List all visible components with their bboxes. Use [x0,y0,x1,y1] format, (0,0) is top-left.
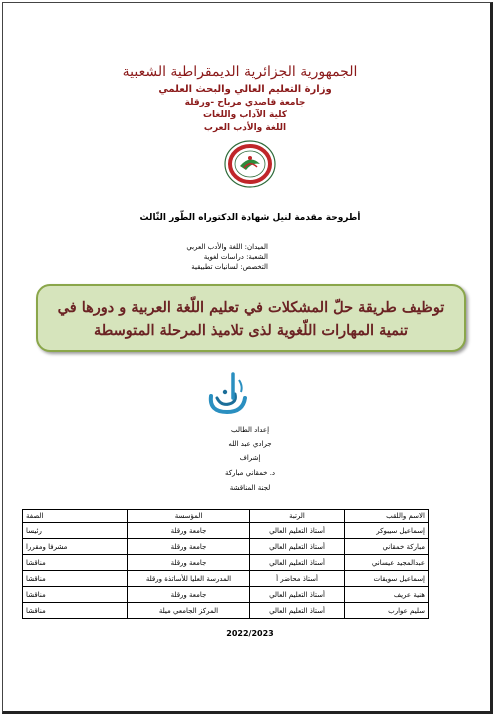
title-line-1: توظيف طريقة حلّ المشكلات في تعليم اللّغة العربية و دورها في [57,299,445,316]
header-institution: المؤسسة [128,510,250,523]
member-institution: جامعة ورقلة [128,539,250,555]
thesis-type: أطروحة مقدمة لنيل شهادة الدكتوراه الطّور الثّالث [139,213,361,223]
member-institution: جامعة ورقلة [128,523,250,539]
field-specialty: التخصص: لسانيات تطبيقية [191,263,268,271]
member-role: مناقشا [23,555,128,571]
member-institution: المدرسة العليا للأساتذة ورقلة [128,571,250,587]
university-heading: جامعة قاصدي مرباح -ورقلة [184,98,306,108]
prepared-by-label: إعداد الطالب [230,426,270,434]
member-institution: جامعة ورقلة [128,587,250,603]
ministry-heading: وزارة التعليم العالي والبحث العلمي [158,84,332,95]
member-rank: أستاذ التعليم العالي [250,523,345,539]
field-domain: الميدان: اللغة والأدب العربي [186,243,268,251]
republic-heading: الجمهورية الجزائرية الديمقراطية الشعبية [122,64,358,80]
university-logo-icon [224,140,276,188]
fields-block [186,242,268,272]
member-name: مباركة خمقاني [345,539,429,555]
jury-header-row [23,510,429,523]
student-name: جرادي عبد الله [228,440,272,448]
member-role: رئيسا [23,523,128,539]
table-row [23,603,429,619]
department-heading: اللغة والأدب العرب [203,123,287,133]
member-rank: أستاذ التعليم العالي [250,587,345,603]
academic-year: 2022/2023 [226,629,274,638]
table-row [23,587,429,603]
member-institution: جامعة ورقلة [128,555,250,571]
table-row [23,555,429,571]
field-branch: الشعبة: دراسات لغوية [203,253,268,261]
member-name: هنية عريف [345,587,429,603]
faculty-heading: كلية الآداب واللغات [202,110,288,120]
table-row [23,523,429,539]
table-row [23,571,429,587]
member-name: إسماعيل سيبوكر [345,523,429,539]
header-rank: الرتبة [250,510,345,523]
member-role: مشرفا ومقررا [23,539,128,555]
member-rank: أستاذ التعليم العالي [250,539,345,555]
member-rank: أستاذ محاضر أ [250,571,345,587]
member-rank: أستاذ التعليم العالي [250,555,345,571]
header-role: الصفة [23,510,128,523]
committee-label: لجنة المناقشة [229,484,271,492]
table-row [23,539,429,555]
member-role: مناقشا [23,603,128,619]
member-name: إسماعيل سويقات [345,571,429,587]
member-rank: أستاذ التعليم العالي [250,603,345,619]
member-role: مناقشا [23,587,128,603]
member-role: مناقشا [23,571,128,587]
jury-table [22,509,429,619]
member-institution: المركز الجامعي ميلة [128,603,250,619]
supervisor-name: د. خمقاني مباركة [224,469,276,477]
emblem-icon [203,368,251,418]
member-name: عبدالمجيد عيساني [345,555,429,571]
title-line-2: تنمية المهارات اللّغوية لذى تلاميذ المرحلة المتوسطة [93,322,409,339]
header-name: الاسم واللقب [345,510,429,523]
thesis-title-box [36,284,466,352]
supervision-label: إشراف [239,454,261,462]
member-name: سليم عوارب [345,603,429,619]
